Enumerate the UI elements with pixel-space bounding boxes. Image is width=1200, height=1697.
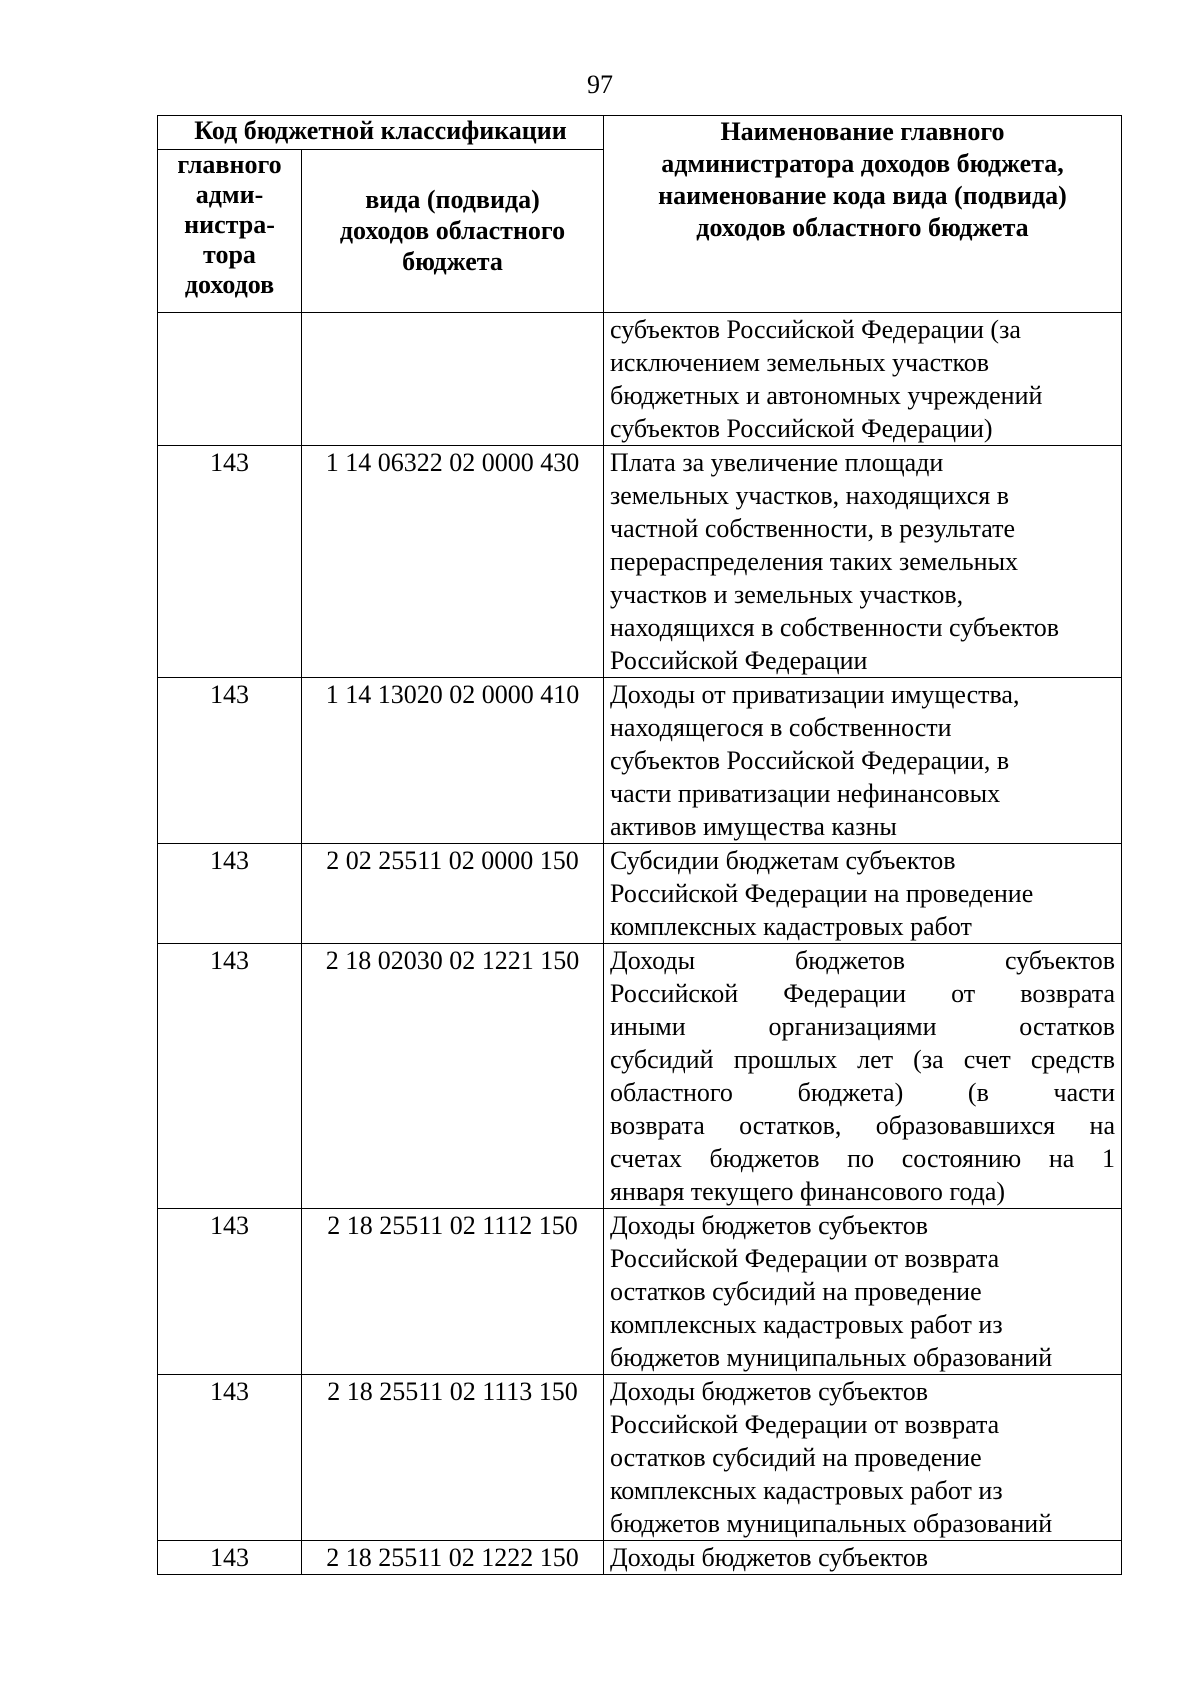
income-code-cell: 2 18 02030 02 1221 150 [302,944,604,1209]
admin-code-cell: 143 [158,1209,302,1375]
table-row [158,313,1122,446]
income-name-cell [604,1375,1122,1541]
admin-header-line: адми- [195,180,264,209]
income-name-line: бюджетов муниципальных образований [610,1343,1053,1372]
income-name-line: Доходы бюджетов субъектов [610,1377,929,1406]
income-name-line: комплексных кадастровых работ [610,912,972,941]
kind-column-header [302,150,604,313]
income-name-line: Российской Федерации от возврата [610,1244,1000,1273]
admin-header-line: нистра- [184,210,275,239]
table-row [158,1375,1122,1541]
admin-column-header [158,150,302,313]
income-name-line: земельных участков, находящихся в [610,481,1009,510]
name-header-line: доходов областного бюджета [696,213,1029,242]
income-name-line: областного бюджета) (в части [610,1078,1115,1107]
income-name-line: Доходы от приватизации имущества, [610,680,1020,709]
table-row [158,844,1122,944]
name-header-line: администратора доходов бюджета, [661,149,1064,178]
income-code-cell [302,313,604,446]
admin-code-cell: 143 [158,678,302,844]
kind-header-line: вида (подвида) [365,185,540,214]
income-name-cell [604,446,1122,678]
income-code-cell: 2 18 25511 02 1112 150 [302,1209,604,1375]
income-name-cell [604,944,1122,1209]
kind-header-line: доходов областного [339,216,566,245]
admin-header-line: тора [203,240,256,269]
income-name-line: субъектов Российской Федерации (за [610,315,1021,344]
budget-classification-table [157,115,1122,1575]
admin-header-line: доходов [184,270,275,299]
admin-code-cell: 143 [158,1375,302,1541]
income-name-line: возврата остатков, образовавшихся на [610,1111,1115,1140]
income-name-line: комплексных кадастровых работ из [610,1476,1003,1505]
kbk-group-header: Код бюджетной классификации [158,116,604,150]
income-name-line: остатков субсидий на проведение [610,1443,982,1472]
income-name-line: исключением земельных участков [610,348,990,377]
income-code-cell: 2 18 25511 02 1222 150 [302,1541,604,1575]
kind-header-line: бюджета [402,247,503,276]
admin-code-cell [158,313,302,446]
admin-header-line: главного [177,150,282,179]
income-name-line: перераспределения таких земельных [610,547,1019,576]
income-name-line: части приватизации нефинансовых [610,779,1001,808]
income-name-cell [604,678,1122,844]
income-name-line: находящихся в собственности субъектов [610,613,1059,642]
admin-code-cell: 143 [158,944,302,1209]
income-name-line: Российской Федерации на проведение [610,879,1034,908]
table-body [158,313,1122,1575]
income-name-line: субъектов Российской Федерации, в [610,746,1010,775]
income-name-line: Доходы бюджетов субъектов [610,1211,929,1240]
admin-code-cell: 143 [158,844,302,944]
table-row [158,446,1122,678]
income-name-line: Российской Федерации от возврата [610,1410,1000,1439]
income-name-line: находящегося в собственности [610,713,952,742]
income-name-line: субсидий прошлых лет (за счет средств [610,1045,1115,1074]
admin-code-cell: 143 [158,446,302,678]
income-name-line: Плата за увеличение площади [610,448,944,477]
income-name-line: Доходы бюджетов субъектов [610,946,1115,975]
income-name-line: января текущего финансового года) [610,1177,1006,1206]
income-code-cell: 1 14 13020 02 0000 410 [302,678,604,844]
header-row-group [158,116,1122,150]
income-name-line: частной собственности, в результате [610,514,1015,543]
income-name-line: остатков субсидий на проведение [610,1277,982,1306]
income-name-cell [604,844,1122,944]
income-name-line: комплексных кадастровых работ из [610,1310,1003,1339]
income-name-line: субъектов Российской Федерации) [610,414,993,443]
income-code-cell: 1 14 06322 02 0000 430 [302,446,604,678]
table-row [158,1541,1122,1575]
income-name-line: бюджетных и автономных учреждений [610,381,1043,410]
name-header-line: наименование кода вида (подвида) [658,181,1067,210]
income-name-line: Российской Федерации от возврата [610,979,1115,1008]
income-name-line: участков и земельных участков, [610,580,964,609]
name-column-header [604,116,1122,313]
income-name-line: счетах бюджетов по состоянию на 1 [610,1144,1115,1173]
income-code-cell: 2 02 25511 02 0000 150 [302,844,604,944]
income-name-cell [604,313,1122,446]
income-name-line: Российской Федерации [610,646,868,675]
page-number: 97 [587,70,613,99]
income-name-cell [604,1209,1122,1375]
income-name-cell [604,1541,1122,1575]
table-row [158,1209,1122,1375]
table-row [158,944,1122,1209]
table-row [158,678,1122,844]
income-name-line: Субсидии бюджетам субъектов [610,846,956,875]
income-name-line: иными организациями остатков [610,1012,1115,1041]
income-name-line: Доходы бюджетов субъектов [610,1543,929,1572]
admin-code-cell: 143 [158,1541,302,1575]
name-header-line: Наименование главного [720,117,1005,146]
income-name-line: активов имущества казны [610,812,897,841]
income-name-line: бюджетов муниципальных образований [610,1509,1053,1538]
income-code-cell: 2 18 25511 02 1113 150 [302,1375,604,1541]
